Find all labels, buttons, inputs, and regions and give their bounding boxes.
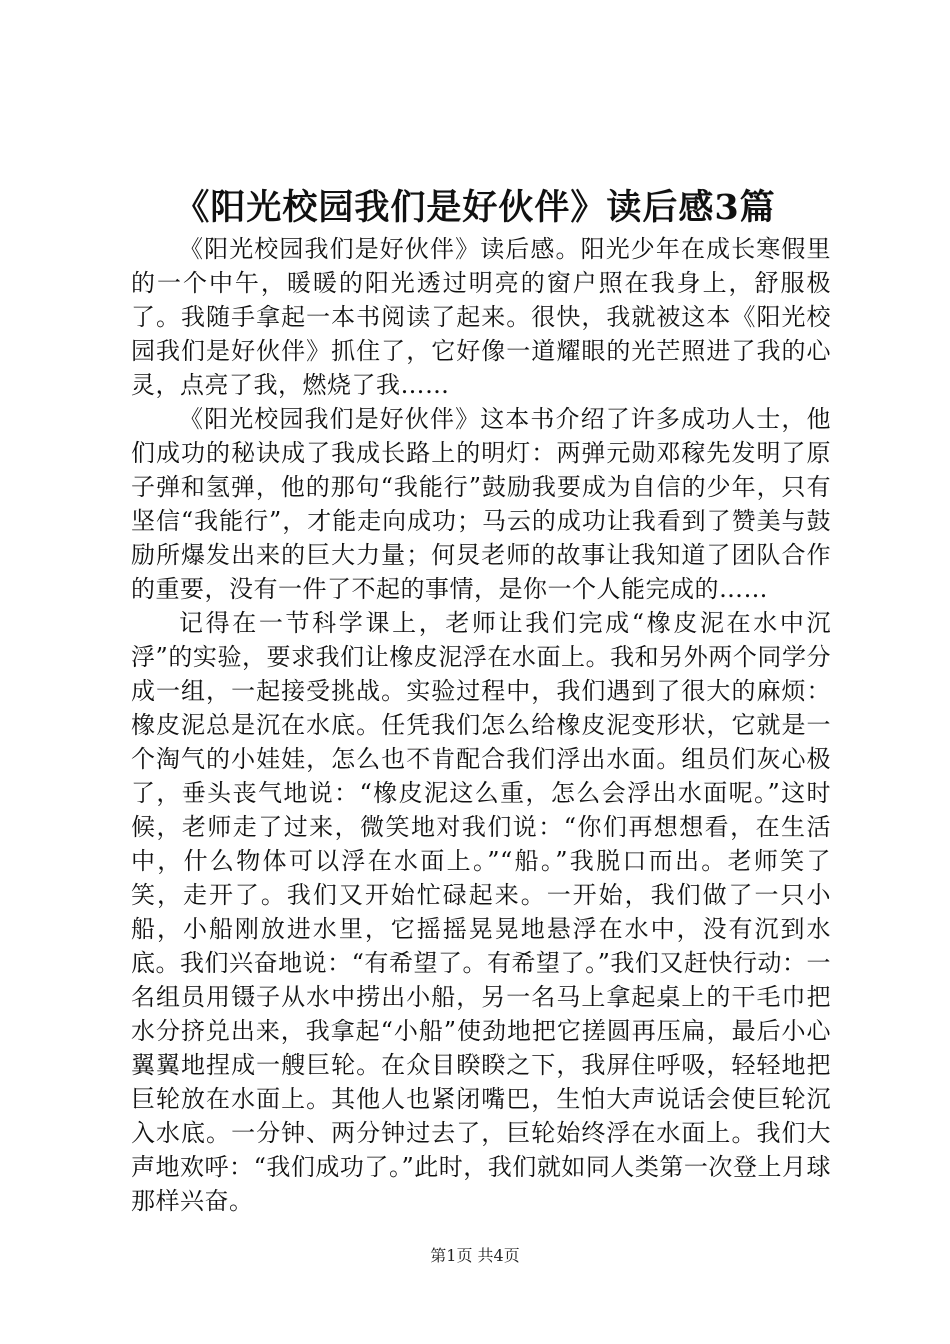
paragraph: 《阳光校园我们是好伙伴》这本书介绍了许多成功人士，他们成功的秘诀成了我成长路上的明灯：两弹元勋邓稼先发明了原子弹和氢弹，他的那句“我能行”鼓励我要成为自信的少年，只有坚信“我能行”，才能走向成功；马云的成功让我看到了赞美与鼓励所爆发出来的巨大力量；何炅老师的故事让我知道了团队合作的重要，没有一件了不起的事情，是你一个人能完成的…… (131, 405, 831, 603)
paragraph: 《阳光校园我们是好伙伴》读后感。阳光少年在成长寒假里的一个中午，暖暖的阳光透过明亮的窗户照在我身上，舒服极了。我随手拿起一本书阅读了起来。很快，我就被这本《阳光校园我们是好伙伴》抓住了，它好像一道耀眼的光芒照进了我的心灵，点亮了我，燃烧了我…… (131, 235, 831, 399)
document-title: 《阳光校园我们是好伙伴》读后感3篇 (174, 187, 776, 228)
document-body (131, 232, 831, 1218)
paragraph: 记得在一节科学课上，老师让我们完成“橡皮泥在水中沉浮”的实验，要求我们让橡皮泥浮在水面上。我和另外两个同学分成一组，一起接受挑战。实验过程中，我们遇到了很大的麻烦：橡皮泥总是沉在水底。任凭我们怎么给橡皮泥变形状，它就是一个淘气的小娃娃，怎么也不肯配合我们浮出水面。组员们灰心极了，垂头丧气地说：“橡皮泥这么重，怎么会浮出水面呢。”这时候，老师走了过来，微笑地对我们说：“你们再想想看，在生活中，什么物体可以浮在水面上。”“船。”我脱口而出。老师笑了笑，走开了。我们又开始忙碌起来。一开始，我们做了一只小船，小船刚放进水里，它摇摇晃晃地悬浮在水中，没有沉到水底。我们兴奋地说：“有希望了。有希望了。”我们又赶快行动：一名组员用镊子从水中捞出小船，另一名马上拿起桌上的干毛巾把水分挤兑出来，我拿起“小船”使劲地把它搓圆再压扁，最后小心翼翼地捏成一艘巨轮。在众目睽睽之下，我屏住呼吸，轻轻地把巨轮放在水面上。其他人也紧闭嘴巴，生怕大声说话会使巨轮沉入水底。一分钟、两分钟过去了，巨轮始终浮在水面上。我们大声地欢呼：“我们成功了。”此时，我们就如同人类第一次登上月球那样兴奋。 (131, 609, 831, 1215)
page-number-footer: 第1页 共4页 (430, 1246, 520, 1265)
